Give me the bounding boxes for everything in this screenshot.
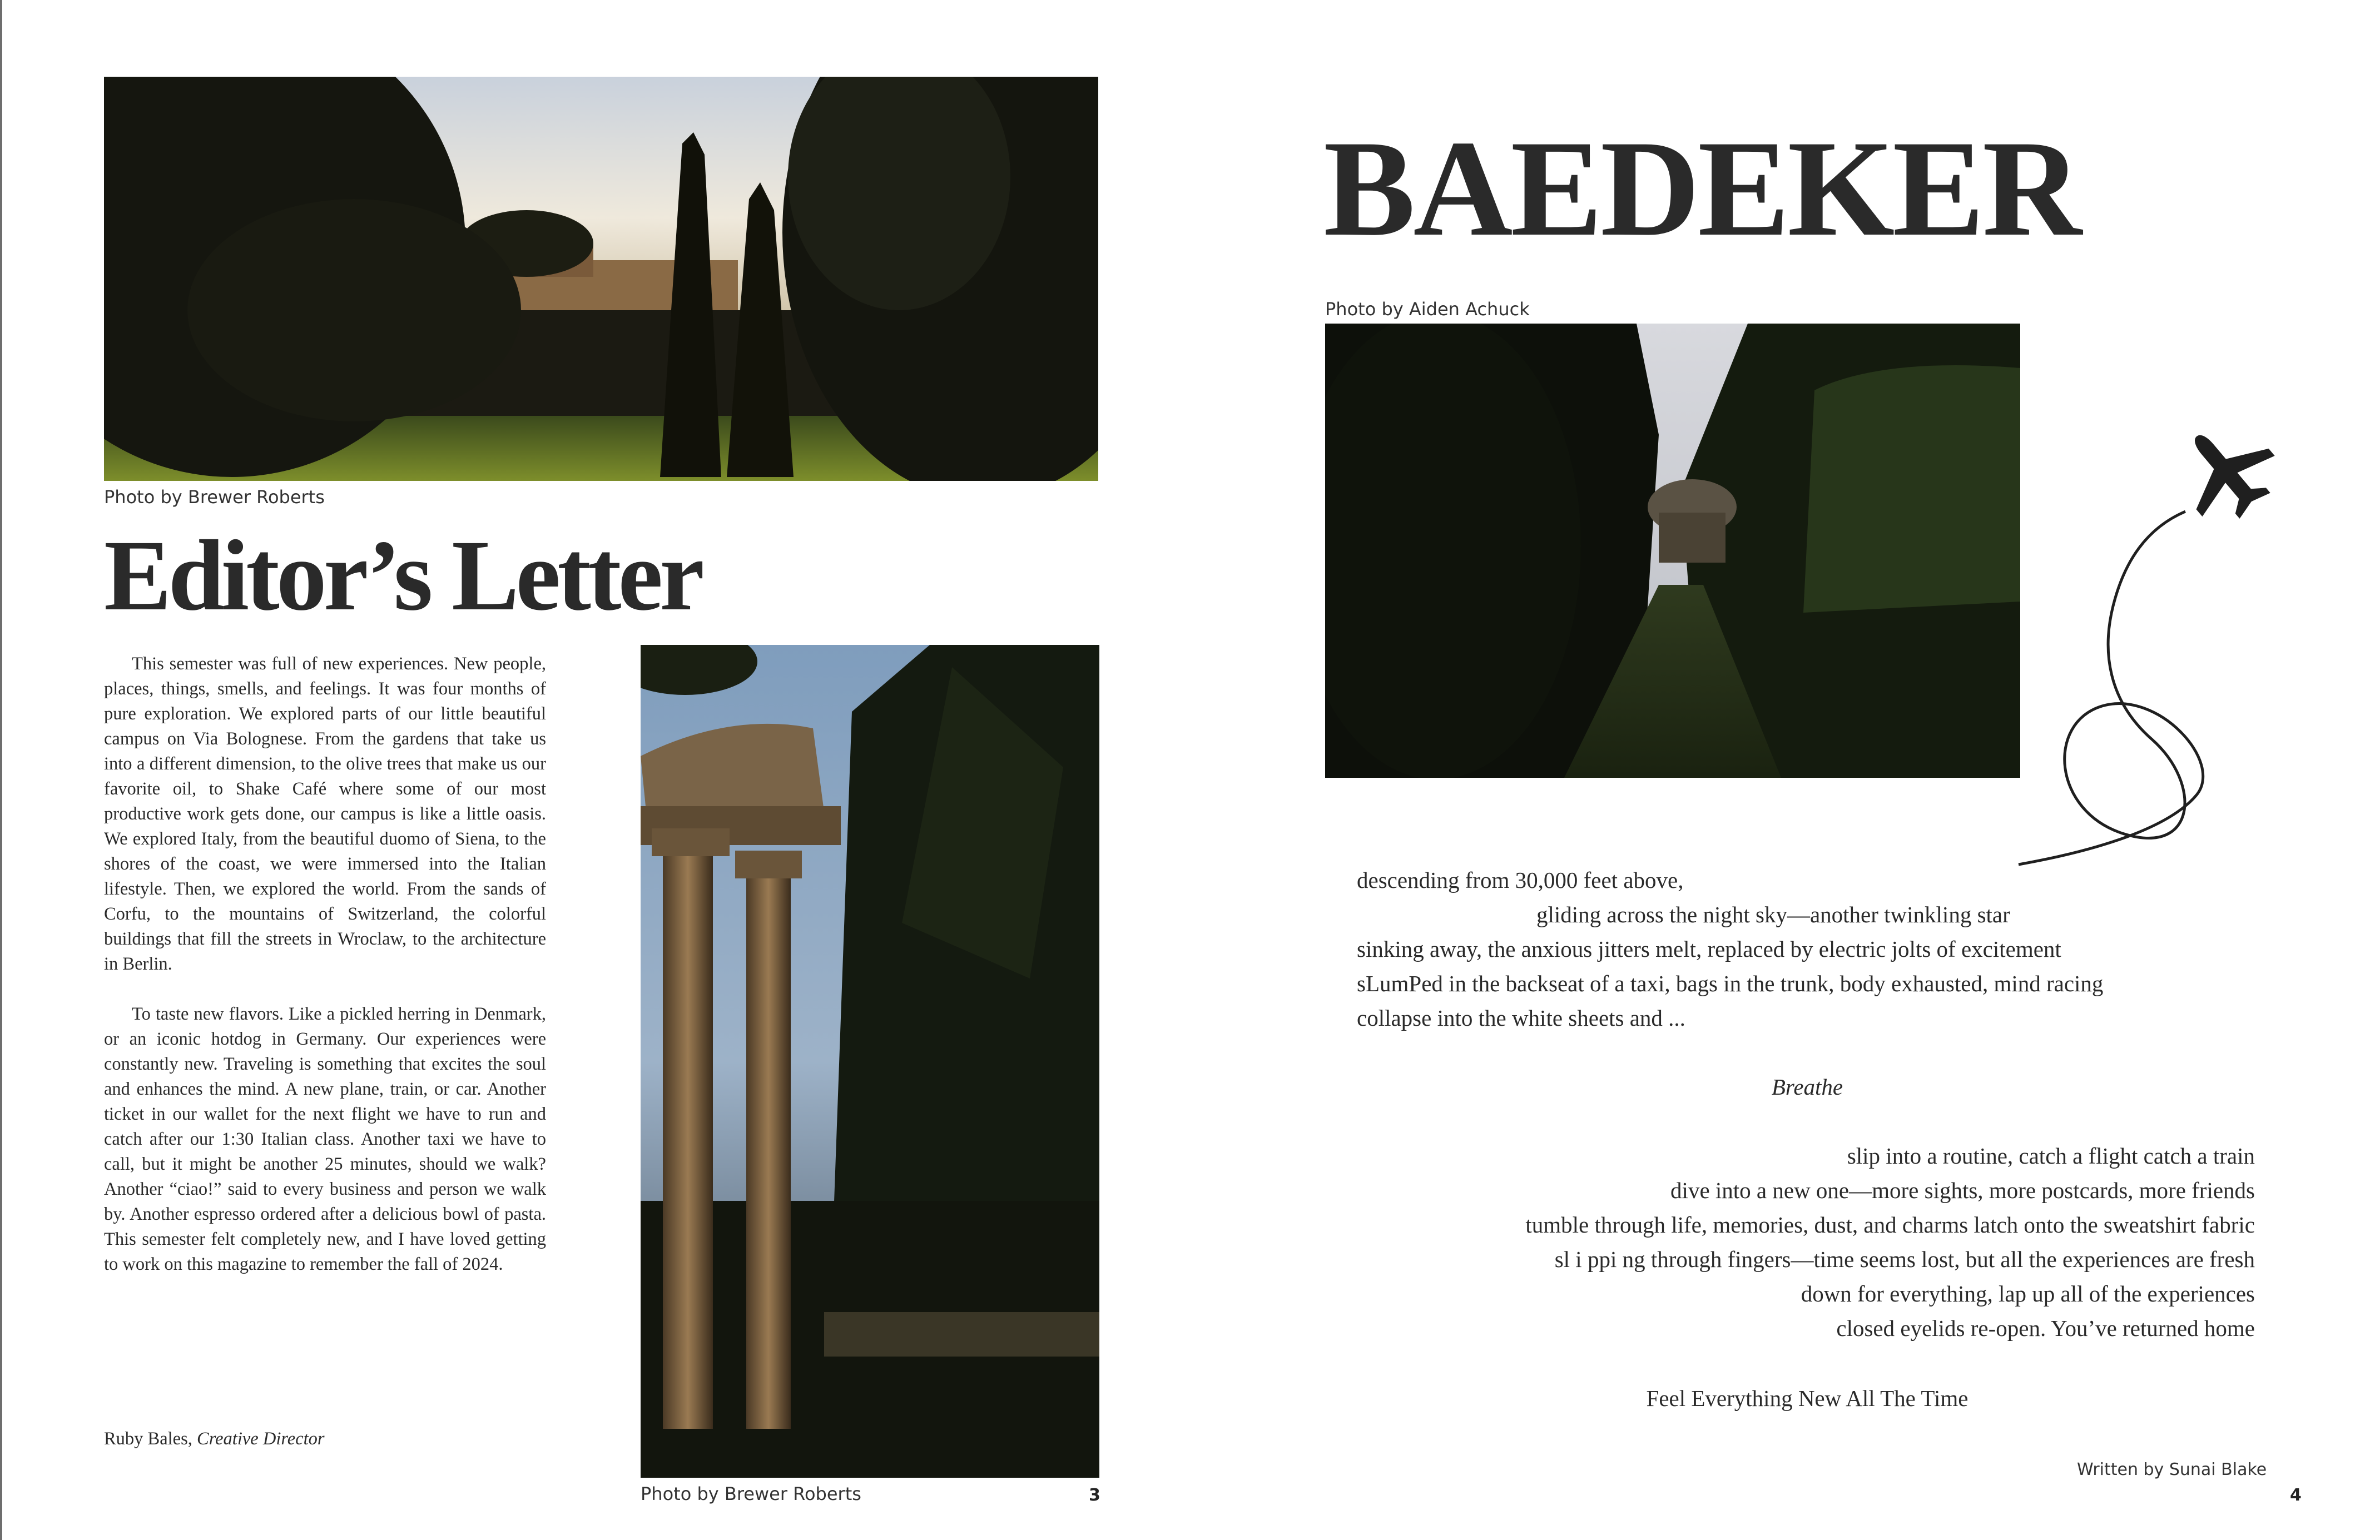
- poem-breathe: Breathe: [1771, 1074, 1843, 1100]
- poem-line: sLumPed in the backseat of a taxi, bags in the trunk, body exhausted, mind racing: [1357, 971, 2104, 996]
- poem-line: tumble through life, memories, dust, and charms latch onto the sweatshirt fabric: [1525, 1212, 2255, 1238]
- airplane-flight-path: [2013, 428, 2302, 884]
- poem-line: sinking away, the anxious jitters melt, replaced by electric jolts of excitement: [1357, 936, 2061, 962]
- letter-signature: [104, 1429, 325, 1449]
- signature-role: Creative Director: [197, 1429, 325, 1449]
- column-photo-caption: Photo by Brewer Roberts: [641, 1483, 861, 1504]
- poem-line: dive into a new one—more sights, more postcards, more friends: [1670, 1178, 2255, 1203]
- poem-line: gliding across the night sky—another twinkling star: [1536, 902, 2010, 927]
- letter-paragraph: This semester was full of new experiences. New people, places, things, smells, and feelings. It was four months of pure exploration. We explored parts of our little beautiful campus on Via Bolognese. From the gardens that take us into a different dimension, to the olive trees that make us our favorite oil, to Shake Café where some of our most productive work gets done, our campus is like a little oasis. We explored Italy, from the beautiful duomo of Siena, to the shores of the coast, we were immersed into the Italian lifestyle. Then, we explored the world. From the sands of Corfu, to the mountains of Switzerland, the colorful buildings that fill the streets in Wroclaw, to the architecture in Berlin.: [104, 654, 546, 974]
- airplane-icon: [2160, 428, 2291, 536]
- right-photo-caption: Photo by Aiden Achuck: [1325, 299, 1530, 320]
- top-landscape-photo: [104, 77, 1098, 481]
- garden-path-photo: [1325, 324, 2020, 778]
- poem-line: descending from 30,000 feet above,: [1357, 867, 1684, 893]
- page-number-right: 4: [2290, 1486, 2302, 1505]
- letter-paragraph: To taste new flavors. Like a pickled herring in Denmark, or an iconic hotdog in Germany. Our experiences were constantly new. Traveling is something that excites the soul and enhances the mind. A new plane, train, or car. Another ticket in our wallet for the next flight we have to run and catch after our 1:30 Italian class. Another taxi we have to call, but it might be another 25 minutes, should we walk? Another “ciao!” said to every business and person we walk by. Another espresso ordered after a delicious bowl of pasta. This semester felt completely new, and I have loved getting to work on this magazine to remember the fall of 2024.: [104, 1004, 546, 1274]
- poem-line: slip into a routine, catch a flight catch a train: [1847, 1143, 2255, 1169]
- poem-line: sl i ppi ng through fingers—time seems lost, but all the experiences are fresh: [1554, 1246, 2255, 1272]
- poem-top-stanza: [1357, 863, 2258, 1035]
- page-edge: [0, 0, 2, 1540]
- signature-name: Ruby Bales,: [104, 1429, 197, 1449]
- editors-letter-body: [104, 652, 546, 1277]
- column-photo: [641, 645, 1099, 1478]
- editors-letter-title: Editor’s Letter: [104, 520, 701, 632]
- baedeker-title: BAEDEKER: [1323, 112, 2080, 265]
- poem-line: closed eyelids re-open. You’ve returned home: [1836, 1315, 2255, 1341]
- poem-line: down for everything, lap up all of the experiences: [1801, 1281, 2255, 1306]
- poem-line: collapse into the white sheets and ...: [1357, 1005, 1685, 1031]
- poem-closing-line: Feel Everything New All The Time: [1646, 1385, 1969, 1411]
- top-photo-caption: Photo by Brewer Roberts: [104, 486, 325, 508]
- poem-credit: Written by Sunai Blake: [2077, 1460, 2267, 1479]
- poem-bottom-stanza: [1335, 1139, 2255, 1345]
- page-number-left: 3: [1089, 1486, 1100, 1505]
